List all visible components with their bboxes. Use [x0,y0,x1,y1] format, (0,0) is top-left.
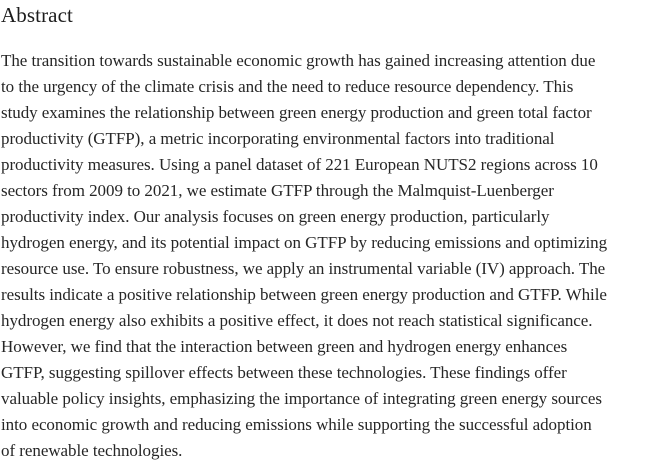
paragraph-line: hydrogen energy also exhibits a positive effect, it does not reach statistical significance. [1,311,593,330]
paragraph-line: sectors from 2009 to 2021, we estimate GTFP through the Malmquist-Luenberger [1,181,554,200]
paragraph-line: The transition towards sustainable economic growth has gained increasing attention due [1,51,596,70]
paragraph-line: study examines the relationship between green energy production and green total factor [1,103,592,122]
paragraph-line: of renewable technologies. [1,441,183,460]
abstract-paragraph [1,48,656,464]
paragraph-line: GTFP, suggesting spillover effects between these technologies. These findings offer [1,363,567,382]
paragraph-line: results indicate a positive relationship between green energy production and GTFP. While [1,285,607,304]
paragraph-line: to the urgency of the climate crisis and the need to reduce resource dependency. This [1,77,574,96]
paragraph-line: However, we find that the interaction between green and hydrogen energy enhances [1,337,568,356]
paragraph-line: productivity measures. Using a panel dataset of 221 European NUTS2 regions across 10 [1,155,598,174]
paragraph-line: into economic growth and reducing emissions while supporting the successful adoption [1,415,592,434]
paragraph-line: hydrogen energy, and its potential impact on GTFP by reducing emissions and optimizing [1,233,608,252]
abstract-heading: Abstract [1,3,73,27]
paragraph-line: productivity (GTFP), a metric incorporating environmental factors into traditional [1,129,555,148]
paragraph-line: productivity index. Our analysis focuses on green energy production, particularly [1,207,550,226]
paragraph-line: resource use. To ensure robustness, we apply an instrumental variable (IV) approach. The [1,259,606,278]
paragraph-line: valuable policy insights, emphasizing the importance of integrating green energy sources [1,389,602,408]
